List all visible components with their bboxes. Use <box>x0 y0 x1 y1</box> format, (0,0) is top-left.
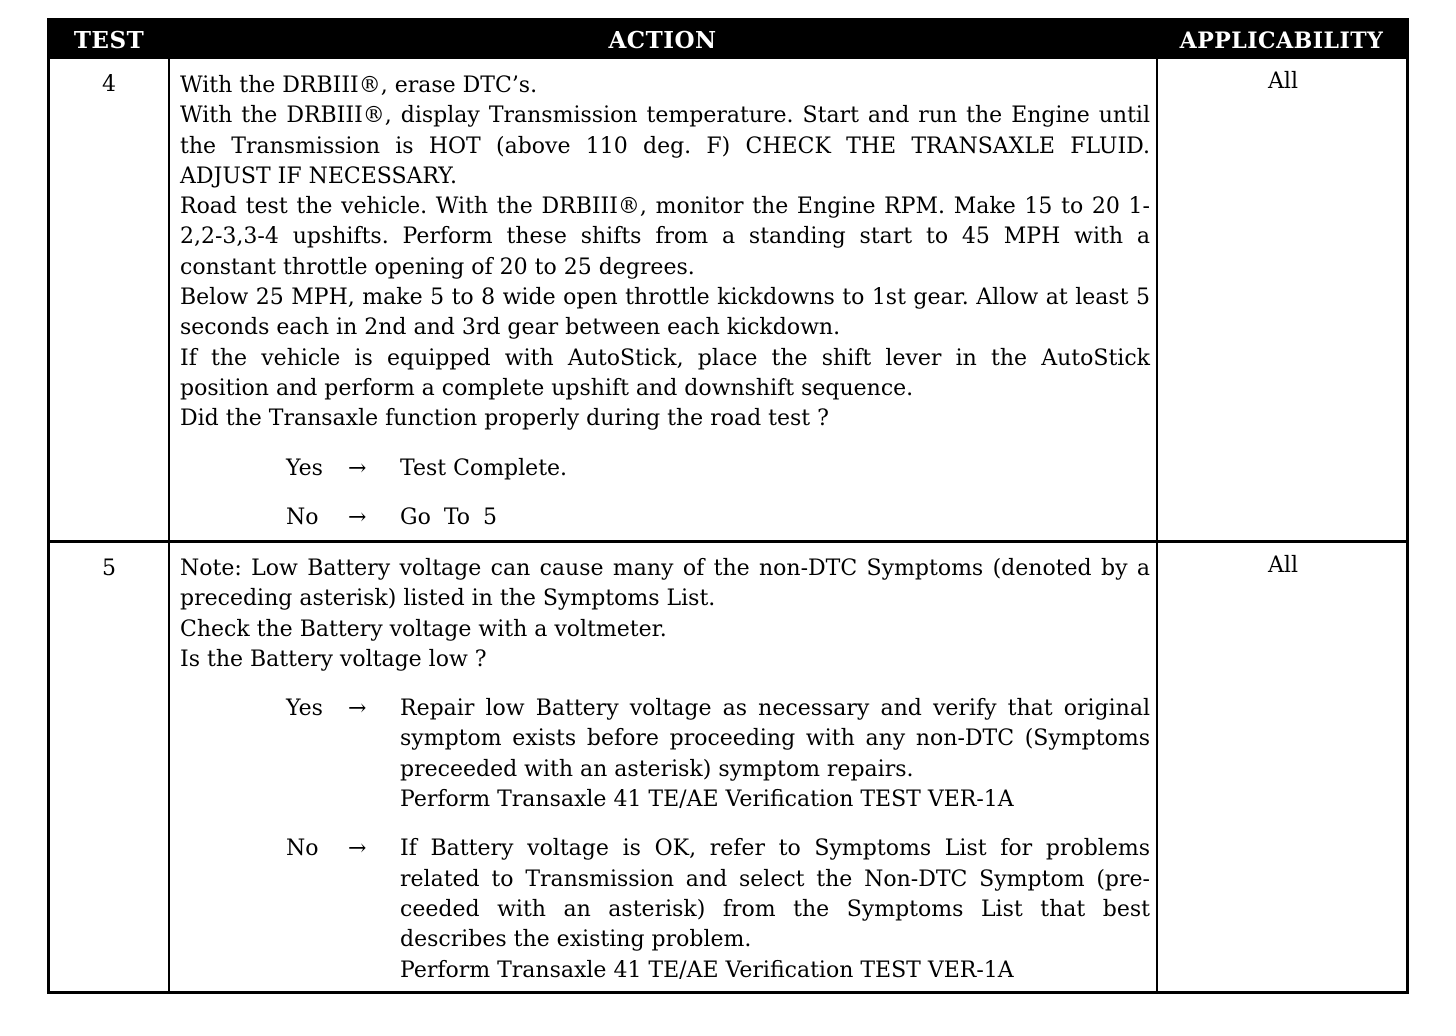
no-result-step: Perform Transaxle 41 TE/AE Verification TEST VER-1A <box>400 957 1014 983</box>
arrow-icon: → <box>348 836 367 862</box>
arrow-icon: → <box>348 455 367 481</box>
yes-branch <box>286 694 1150 815</box>
table-header <box>50 21 1406 59</box>
test-number: 4 <box>102 72 116 97</box>
no-branch <box>286 503 1150 533</box>
column-divider <box>168 59 170 991</box>
no-label: No <box>286 836 319 862</box>
action-text: If the vehicle is equipped with AutoStick, place the shift lever in the AutoStick position and perform a complete upshift and downshift sequence. <box>180 345 1150 401</box>
no-result: Go To 5 <box>400 504 498 530</box>
action-cell <box>180 554 1150 986</box>
column-divider <box>1156 59 1158 991</box>
action-text: Did the Transaxle function properly during the road test ? <box>180 406 829 432</box>
applicability-value: All <box>1268 553 1298 578</box>
no-label: No <box>286 504 319 530</box>
diagnostic-table <box>47 18 1409 994</box>
action-text: Is the Battery voltage low ? <box>180 646 487 672</box>
yes-branch <box>286 454 1150 484</box>
action-text: With the DRBIII®, display Transmission temperature. Start and run the Engine until the Transmission is HOT (above 110 deg. F) CHECK THE TRANSAXLE FLUID. ADJUST IF NECESSARY. <box>180 103 1150 189</box>
action-text: Note: Low Battery voltage can cause many of the non-DTC Symptoms (denoted by a preceding asterisk) listed in the Symptoms List. <box>180 556 1150 612</box>
yes-result: Repair low Battery voltage as necessary and verify that original symptom exists before proceeding with any non-DTC (Symptoms preceeded with an asterisk) symptom repairs. <box>400 696 1150 782</box>
yes-label: Yes <box>286 696 323 722</box>
yes-result: Test Complete. <box>400 455 568 481</box>
yes-label: Yes <box>286 455 323 481</box>
arrow-icon: → <box>348 504 367 530</box>
header-test: TEST <box>73 27 145 54</box>
arrow-icon: → <box>348 696 367 722</box>
no-result: If Battery voltage is OK, refer to Symptoms List for problems related to Transmission and select the Non-DTC Symptom (pre-ceeded with an asterisk) from the Symptoms List that best describes the existing problem. <box>400 836 1150 953</box>
row-divider <box>50 540 1406 543</box>
header-applicability: APPLICABILITY <box>1179 28 1384 54</box>
yes-result-step: Perform Transaxle 41 TE/AE Verification TEST VER-1A <box>400 787 1014 813</box>
action-text: Below 25 MPH, make 5 to 8 wide open throttle kickdowns to 1st gear. Allow at least 5 seconds each in 2nd and 3rd gear between each kickdown. <box>180 285 1150 341</box>
test-number: 5 <box>102 556 116 581</box>
action-text: With the DRBIII®, erase DTC’s. <box>180 73 538 98</box>
action-text: Check the Battery voltage with a voltmeter. <box>180 616 667 642</box>
action-text: Road test the vehicle. With the DRBIII®, monitor the Engine RPM. Make 15 to 20 1-2,2-3,3-4 upshifts. Perform these shifts from a standing start to 45 MPH with a constant throttle opening of 20 to 25 degrees. <box>180 194 1150 280</box>
applicability-value: All <box>1268 69 1298 94</box>
action-cell <box>180 71 1150 533</box>
no-branch <box>286 834 1150 985</box>
header-action: ACTION <box>608 27 717 54</box>
